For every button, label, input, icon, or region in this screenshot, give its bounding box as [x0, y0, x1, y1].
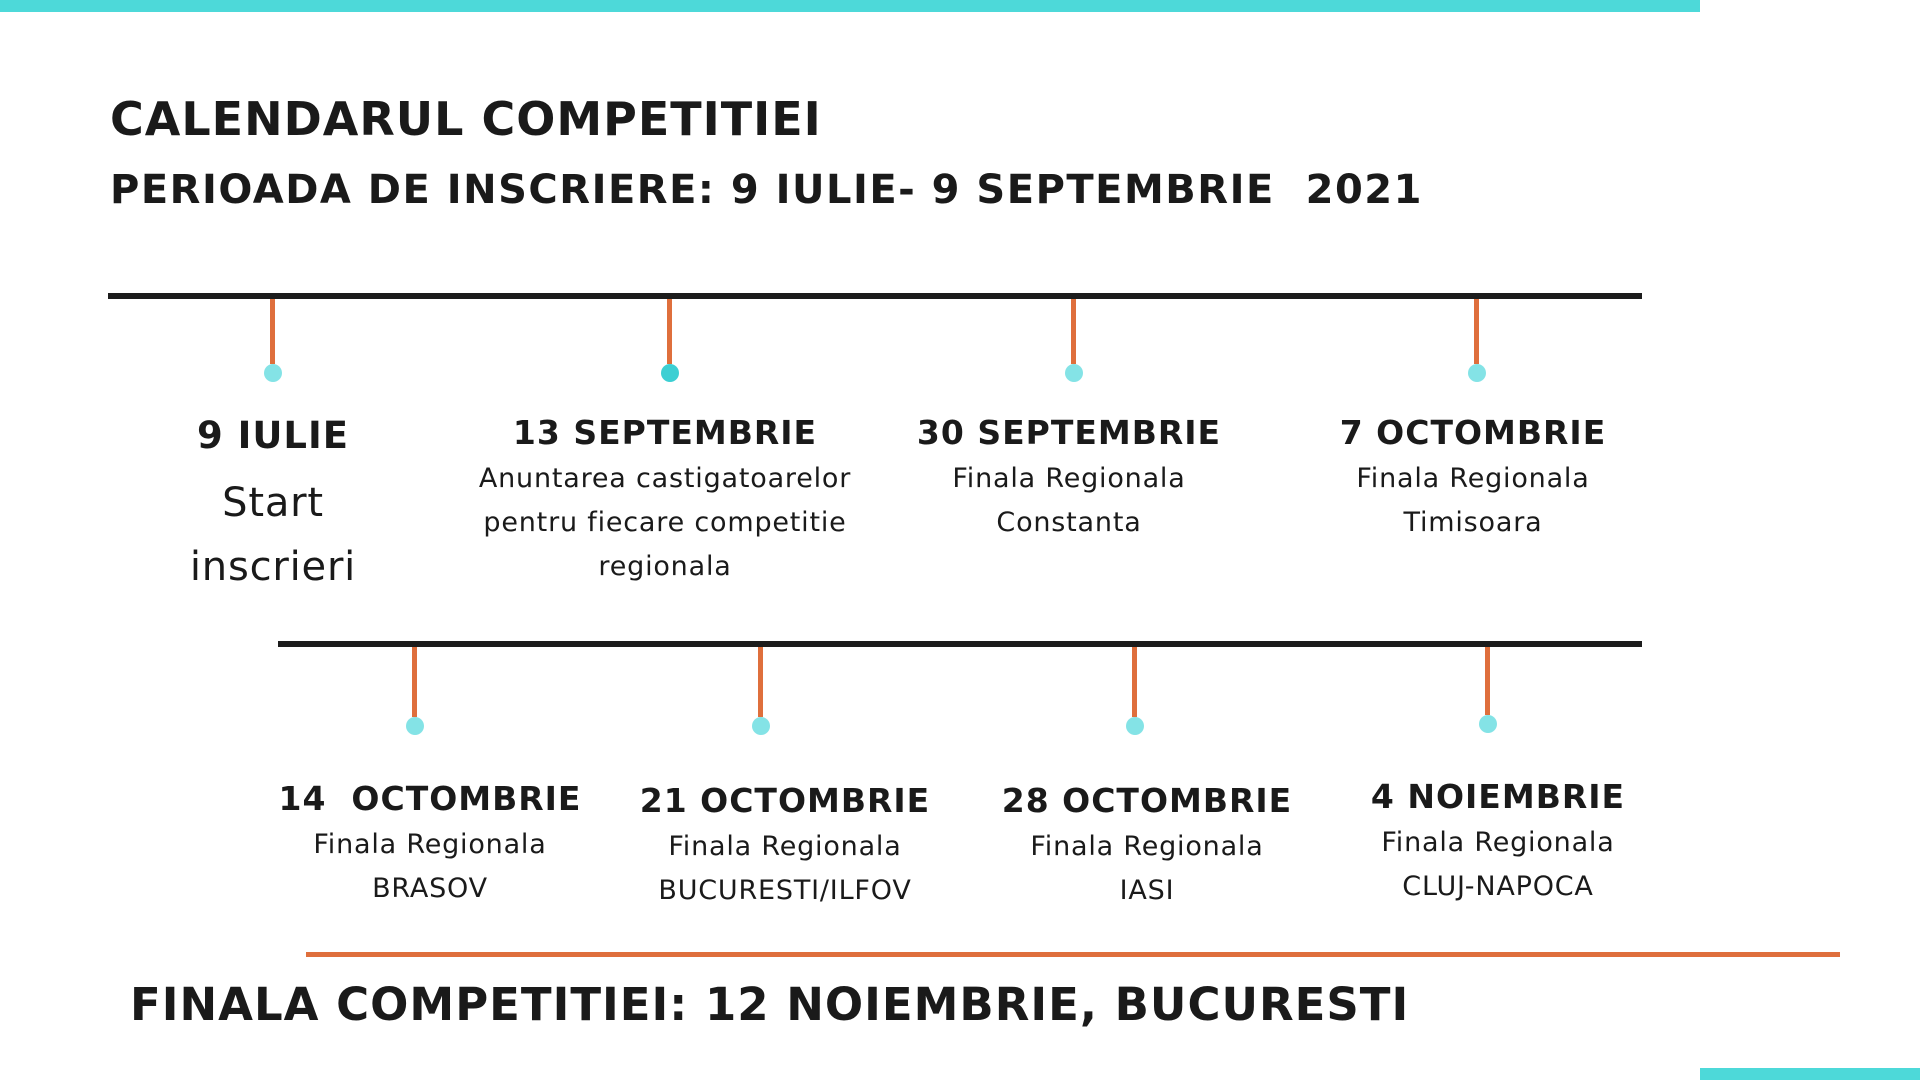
timeline-line-bottom — [278, 641, 1642, 647]
timeline-stem — [412, 647, 417, 717]
event-description: Finala Regionala BRASOV — [313, 829, 547, 905]
page-title: CALENDARUL COMPETITIEI — [110, 92, 822, 146]
event-date: 21 OCTOMBRIE — [639, 781, 931, 820]
timeline-event — [1298, 776, 1698, 909]
event-date: 4 NOIEMBRIE — [1370, 777, 1626, 816]
timeline-stem — [1485, 647, 1490, 715]
timeline-dot — [752, 717, 770, 735]
timeline-event — [465, 412, 865, 589]
registration-period: PERIOADA DE INSCRIERE: 9 IULIE- 9 SEPTEMBRIE 2021 — [110, 167, 1423, 213]
event-date: 13 SEPTEMBRIE — [512, 413, 818, 452]
event-date: 14 OCTOMBRIE — [278, 779, 582, 818]
timeline-dot — [406, 717, 424, 735]
event-description: Finala Regionala IASI — [1030, 831, 1264, 907]
event-date: 30 SEPTEMBRIE — [916, 413, 1222, 452]
timeline-event — [230, 778, 630, 911]
event-description: Anuntarea castigatoarelor pentru fiecare competitie regionala — [478, 463, 852, 583]
timeline-dot — [661, 364, 679, 382]
timeline-dot — [264, 364, 282, 382]
event-description: Finala Regionala BUCURESTI/ILFOV — [658, 831, 912, 907]
competition-final: FINALA COMPETITIEI: 12 NOIEMBRIE, BUCURESTI — [130, 978, 1410, 1031]
event-date: 9 IULIE — [196, 414, 350, 457]
timeline-line-top — [108, 293, 1642, 299]
event-date: 28 OCTOMBRIE — [1001, 781, 1293, 820]
timeline-stem — [1071, 299, 1076, 364]
top-accent-bar — [0, 0, 1700, 12]
timeline-event — [869, 412, 1269, 545]
timeline-event — [585, 780, 985, 913]
final-divider — [306, 952, 1840, 957]
timeline-stem — [667, 299, 672, 364]
bottom-accent-bar — [1700, 1068, 1920, 1080]
event-description: Finala Regionala Timisoara — [1356, 463, 1590, 539]
timeline-stem — [1132, 647, 1137, 717]
timeline-event — [73, 413, 473, 599]
timeline-event — [1273, 412, 1673, 545]
timeline-dot — [1065, 364, 1083, 382]
timeline-stem — [1474, 299, 1479, 364]
timeline-dot — [1479, 715, 1497, 733]
timeline-stem — [270, 299, 275, 364]
timeline-dot — [1468, 364, 1486, 382]
timeline-dot — [1126, 717, 1144, 735]
timeline-event — [947, 780, 1347, 913]
timeline-stem — [758, 647, 763, 717]
event-date: 7 OCTOMBRIE — [1339, 413, 1607, 452]
event-description: Finala Regionala Constanta — [952, 463, 1186, 539]
event-description: Start inscrieri — [189, 480, 357, 591]
event-description: Finala Regionala CLUJ-NAPOCA — [1381, 827, 1615, 903]
